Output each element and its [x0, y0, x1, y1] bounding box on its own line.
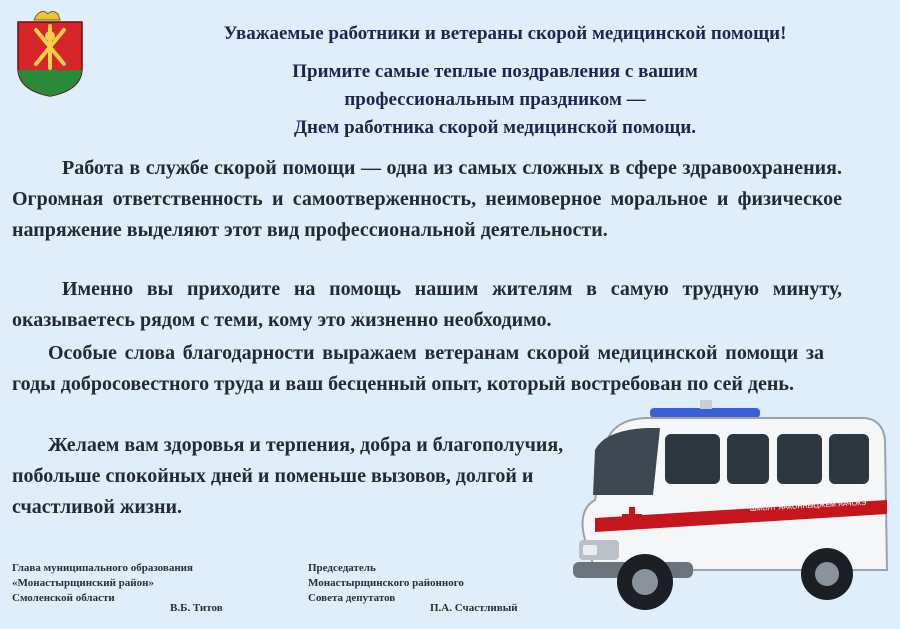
- paragraph-1-text: Работа в службе скорой помощи — одна из самых сложных в сфере здравоохранения. Огромная ответственность и самоотверженность, неимоверное моральное и физическое напряжение выделяют этот вид профессиональной деятельности.: [12, 157, 842, 241]
- paragraph-2: [12, 274, 842, 336]
- paragraph-1: [12, 153, 842, 246]
- signature-right-line-1: Председатель: [308, 562, 376, 574]
- signature-left-line-2: «Монастырщинский район»: [12, 577, 154, 589]
- paragraph-4: [12, 430, 572, 523]
- paragraph-4-text: Желаем вам здоровья и терпения, добра и благополучия, побольше спокойных дней и поменьше вызовов, долгой и счастливой жизни.: [12, 434, 564, 518]
- ambulance-side-text: ШМОЛТ ЯАКОННЫЦЖЕМ ЯАЧОКЭ: [749, 499, 867, 513]
- greeting-line-1: Примите самые теплые поздравления с вашим: [292, 61, 698, 82]
- signature-right-line-3: Совета депутатов: [308, 592, 396, 604]
- signature-right-name: П.А. Счастливый: [430, 602, 518, 614]
- greeting-line-3: Днем работника скорой медицинской помощи.: [293, 117, 697, 138]
- signature-left-line-1: Глава муниципального образования: [12, 562, 193, 574]
- signature-right: [308, 561, 464, 606]
- signature-left-line-3: Смоленской области: [12, 592, 115, 604]
- greeting-title: Уважаемые работники и ветераны скорой медицинской помощи!: [223, 23, 787, 44]
- coat-of-arms-icon: [14, 6, 86, 98]
- signature-left-name: В.Б. Титов: [170, 602, 223, 614]
- paragraph-2-text: Именно вы приходите на помощь нашим жителям в самую трудную минуту, оказываетесь рядом с теми, кому это жизненно необходимо.: [12, 278, 842, 331]
- ambulance-van-image: [565, 390, 900, 629]
- signature-left: [12, 561, 193, 606]
- paragraph-3-text: Особые слова благодарности выражаем ветеранам скорой медицинской помощи за годы добросовестного труда и ваш бесценный опыт, который востребован по сей день.: [12, 342, 824, 395]
- greeting-line-2: профессиональным праздником —: [344, 89, 646, 110]
- signature-right-line-2: Монастырщинского районного: [308, 577, 464, 589]
